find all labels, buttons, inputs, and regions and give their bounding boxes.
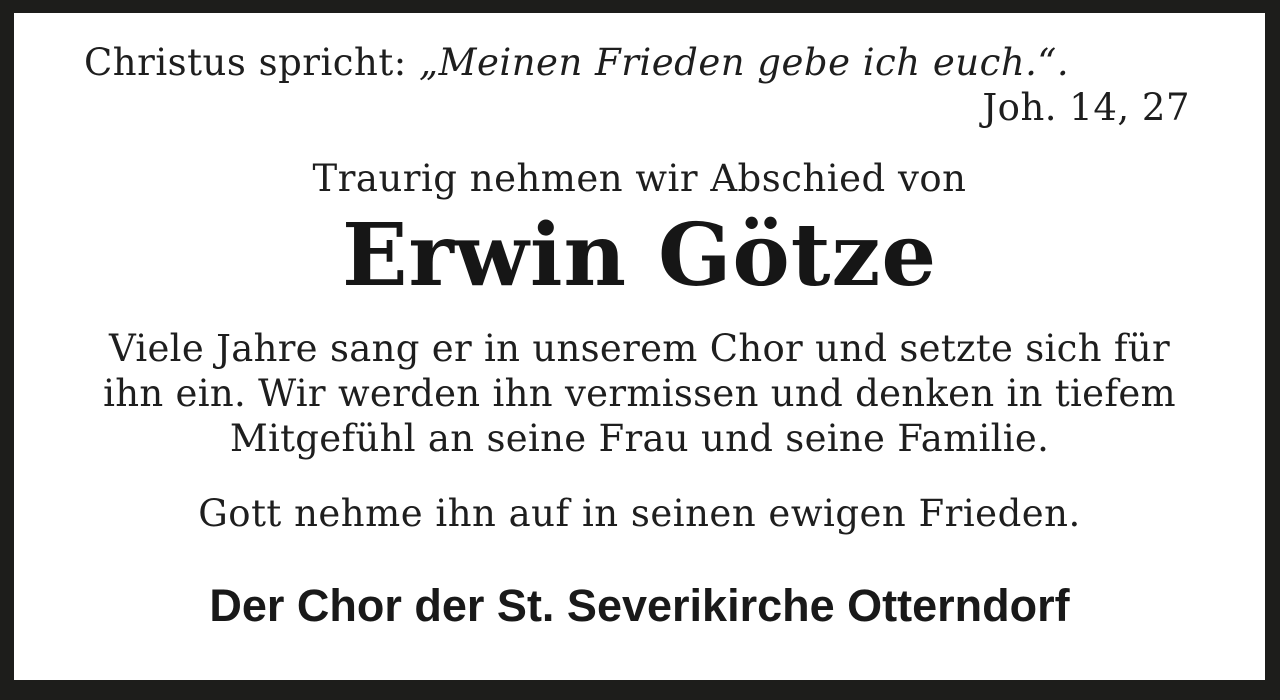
intro-line: Traurig nehmen wir Abschied von	[312, 157, 967, 201]
prayer-line: Gott nehme ihn auf in seinen ewigen Frieden.	[198, 492, 1081, 536]
tribute-line: ihn ein. Wir werden ihn vermissen und denken in tiefem	[103, 372, 1176, 416]
scripture-prefix: Christus spricht:	[84, 41, 419, 84]
tribute-line: Mitgefühl an seine Frau und seine Familie.	[229, 417, 1050, 461]
scripture-line	[14, 40, 1265, 85]
scripture-quote: „Meinen Frieden gebe ich euch.“.	[418, 41, 1070, 84]
tribute-paragraph	[14, 326, 1265, 461]
signature-line: Der Chor der St. Severikirche Otterndorf	[209, 579, 1070, 631]
tribute-line: Viele Jahre sang er in unserem Chor und setzte sich für	[108, 326, 1170, 370]
deceased-name: Erwin Götze	[341, 204, 938, 306]
scripture-reference: Joh. 14, 27	[982, 86, 1190, 130]
